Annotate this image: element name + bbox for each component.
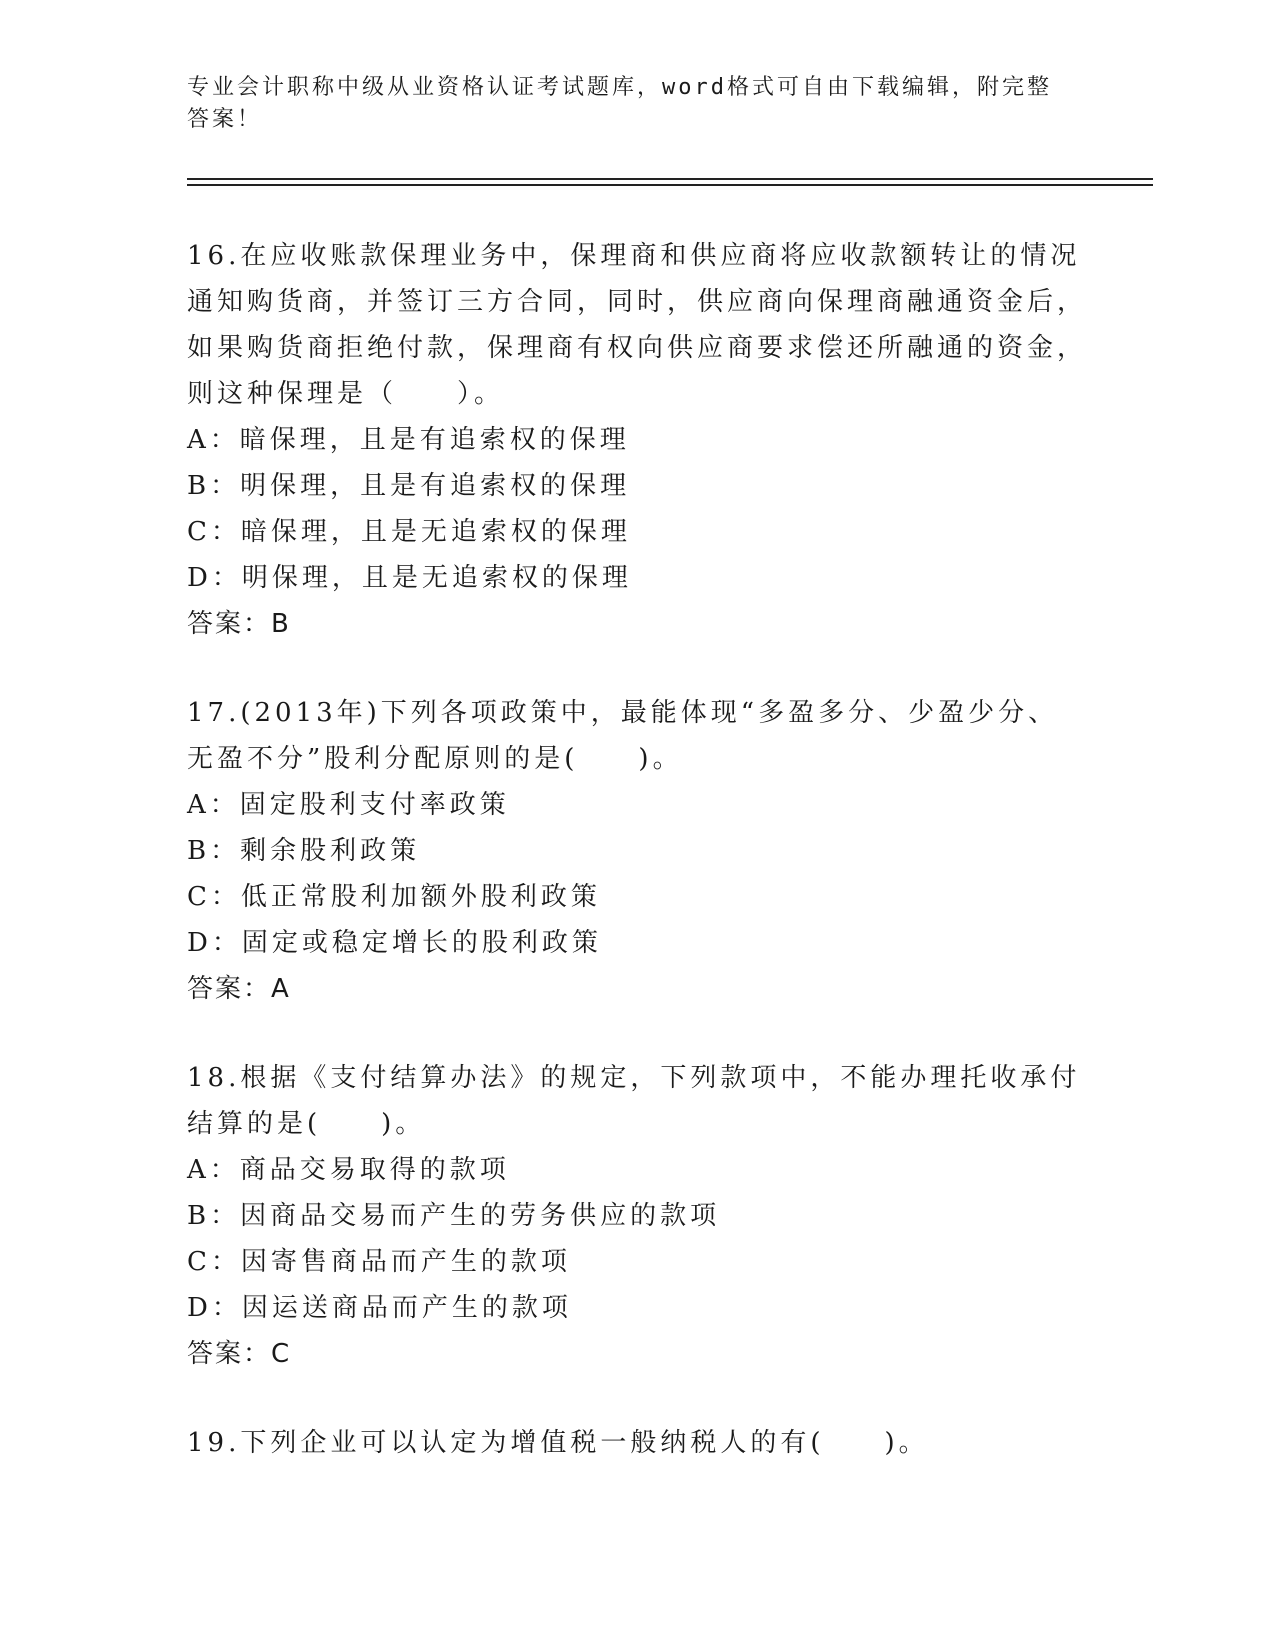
header-divider-top — [187, 178, 1153, 180]
option-a: A：暗保理，且是有追索权的保理 — [187, 425, 630, 455]
question-17 — [187, 690, 1087, 1012]
header-divider-bottom — [187, 184, 1153, 186]
answer: 答案：B — [187, 609, 291, 639]
option-b: B：剩余股利政策 — [187, 836, 421, 866]
option-a: A：固定股利支付率政策 — [187, 790, 510, 820]
document-header: 专业会计职称中级从业资格认证考试题库，word格式可自由下载编辑，附完整答案！ — [187, 75, 1052, 132]
option-d: D：固定或稳定增长的股利政策 — [187, 928, 602, 958]
question-stem: 18.根据《支付结算办法》的规定，下列款项中，不能办理托收承付结算的是( )。 — [187, 1063, 1081, 1139]
question-19 — [187, 1420, 1087, 1466]
option-b: B：因商品交易而产生的劳务供应的款项 — [187, 1201, 721, 1231]
option-a: A：商品交易取得的款项 — [187, 1155, 510, 1185]
option-d: D：因运送商品而产生的款项 — [187, 1293, 572, 1323]
question-stem: 19.下列企业可以认定为增值税一般纳税人的有( )。 — [187, 1428, 929, 1458]
question-stem: 16.在应收账款保理业务中，保理商和供应商将应收款额转让的情况通知购货商，并签订三方合同，同时，供应商向保理商融通资金后，如果购货商拒绝付款，保理商有权向供应商要求偿还所融通的资金，则这种保理是（ ）。 — [187, 241, 1088, 409]
option-d: D：明保理，且是无追索权的保理 — [187, 563, 632, 593]
answer: 答案：C — [187, 1339, 292, 1369]
option-c: C：暗保理，且是无追索权的保理 — [187, 517, 631, 547]
option-c: C：低正常股利加额外股利政策 — [187, 882, 601, 912]
question-16 — [187, 233, 1087, 647]
option-b: B：明保理，且是有追索权的保理 — [187, 471, 631, 501]
option-c: C：因寄售商品而产生的款项 — [187, 1247, 571, 1277]
answer: 答案：A — [187, 974, 291, 1004]
question-stem: 17.(2013年)下列各项政策中，最能体现“多盈多分、少盈少分、无盈不分”股利分配原则的是( )。 — [187, 698, 1059, 774]
question-18 — [187, 1055, 1087, 1377]
